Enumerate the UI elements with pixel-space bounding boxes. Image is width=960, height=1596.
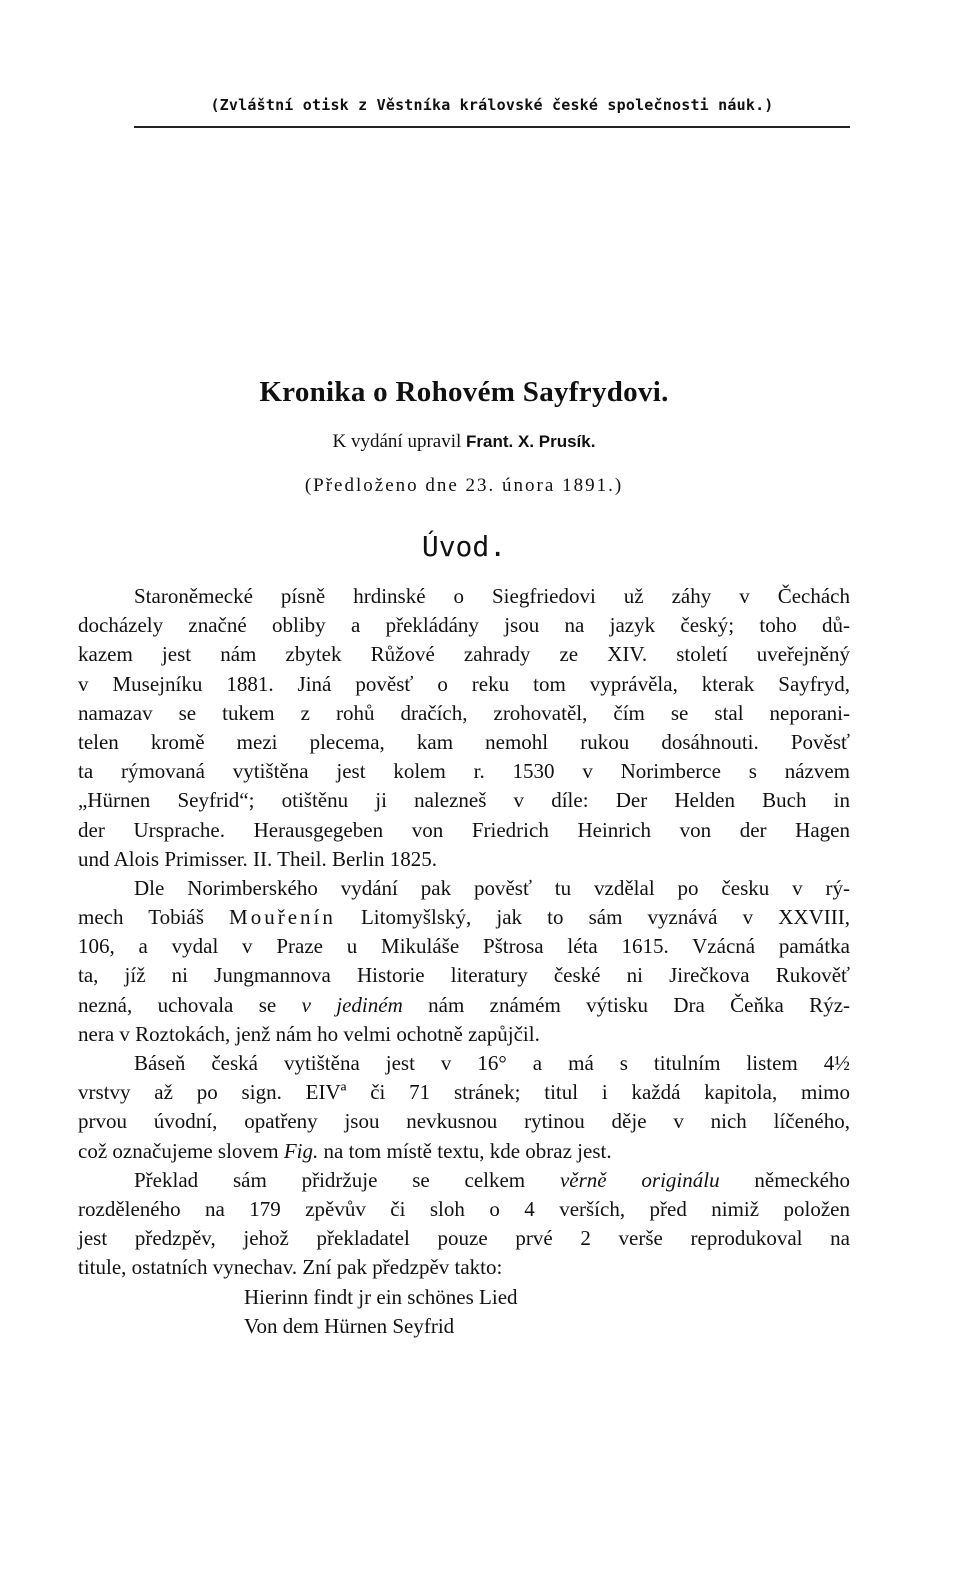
section-heading: Úvod.: [421, 530, 507, 563]
emphasis: Fig.: [283, 1138, 319, 1163]
text-span: Litomyšlský, jak to sám vyznává v XXVIII,: [335, 905, 850, 930]
text-line: 106, a vydal v Praze u Mikuláše Pštrosa léta 1615. Vzácná památka: [78, 934, 850, 959]
emphasis: v jediném: [301, 992, 403, 1017]
text-line: [78, 991, 850, 1020]
text-span: na tom místě textu, kde obraz jest.: [318, 1138, 612, 1163]
text-line: „Hürnen Seyfrid“; otištěnu ji nalezneš v díle: Der Helden Buch in: [78, 788, 850, 813]
editor-line: [78, 431, 850, 453]
text-line: namazav se tukem z rohů dračích, zrohovatěl, čím se stal neporani-: [78, 700, 850, 725]
text-line: Báseň česká vytištěna jest v 16° a má s titulním listem 4½: [134, 1051, 850, 1075]
text-line: vrstvy až po sign. EIVª či 71 stránek; titul i každá kapitola, mimo: [78, 1080, 850, 1105]
text-line: Staroněmecké písně hrdinské o Siegfriedovi už záhy v Čechách: [134, 584, 850, 608]
text-line: jest předzpěv, jehož překladatel pouze prvé 2 verše reprodukoval na: [78, 1226, 850, 1251]
text-line: kazem jest nám zbytek Růžové zahrady ze XIV. století uveřejněný: [78, 642, 850, 667]
text-line: rozděleného na 179 zpěvův či sloh o 4 verších, před nimiž položen: [78, 1196, 850, 1221]
editor-prefix: K vydání upravil: [332, 431, 467, 452]
text-line: und Alois Primisser. II. Theil. Berlin 1825.: [78, 846, 437, 871]
text-line: docházely značné obliby a překládány jsou na jazyk český; toho dů-: [78, 613, 850, 638]
header-rule: [134, 126, 850, 128]
presented-date: (Předloženo dne 23. února 1891.): [304, 475, 624, 496]
text-line: ta, jíž ni Jungmannova Historie literatury české ni Jirečkova Rukověť: [78, 963, 850, 988]
verse-line: Von dem Hürnen Seyfrid: [244, 1313, 455, 1338]
text-line: telen kromě mezi plecema, kam nemohl rukou dosáhnouti. Pověsť: [78, 729, 850, 754]
text-line: [78, 1137, 850, 1166]
verse-line: Hierinn findt jr ein schönes Lied: [244, 1284, 518, 1309]
text-line: [78, 903, 850, 932]
text-span: nezná, uchovala se: [78, 992, 302, 1017]
text-span: německého: [719, 1167, 851, 1192]
page-title: Kronika o Rohovém Sayfrydovi.: [259, 376, 669, 408]
text-span: Překlad sám přidržuje se celkem: [134, 1167, 560, 1192]
text-line: der Ursprache. Herausgegeben von Friedrich Heinrich von der Hagen: [78, 817, 850, 842]
text-line: titule, ostatních vynechav. Zní pak předzpěv takto:: [78, 1255, 503, 1280]
text-line: v Musejníku 1881. Jiná pověsť o reku tom vyprávěla, kterak Sayfryd,: [78, 671, 850, 696]
author-name: Mouřenín: [229, 905, 336, 930]
text-span: mech Tobiáš: [78, 905, 230, 930]
text-line: prvou úvodní, opatřeny jsou nevkusnou rytinou děje v nich líčeného,: [78, 1109, 850, 1134]
text-line: nera v Roztokách, jenž nám ho velmi ochotně zapůjčil.: [78, 1021, 540, 1046]
text-span: nám známém výtisku Dra Čeňka Rýz-: [402, 992, 851, 1017]
text-line: [78, 1166, 850, 1195]
offprint-header: (Zvláštní otisk z Věstníka královské české společnosti náuk.): [210, 96, 774, 114]
text-line: ta rýmovaná vytištěna jest kolem r. 1530 v Norimberce s názvem: [78, 759, 850, 784]
editor-name: Frant. X. Prusík.: [466, 432, 596, 451]
text-line: Dle Norimberského vydání pak pověsť tu vzdělal po česku v rý-: [134, 875, 850, 900]
body-text: [78, 582, 850, 1341]
emphasis: věrně originálu: [559, 1167, 720, 1192]
text-span: což označujeme slovem: [78, 1138, 284, 1163]
